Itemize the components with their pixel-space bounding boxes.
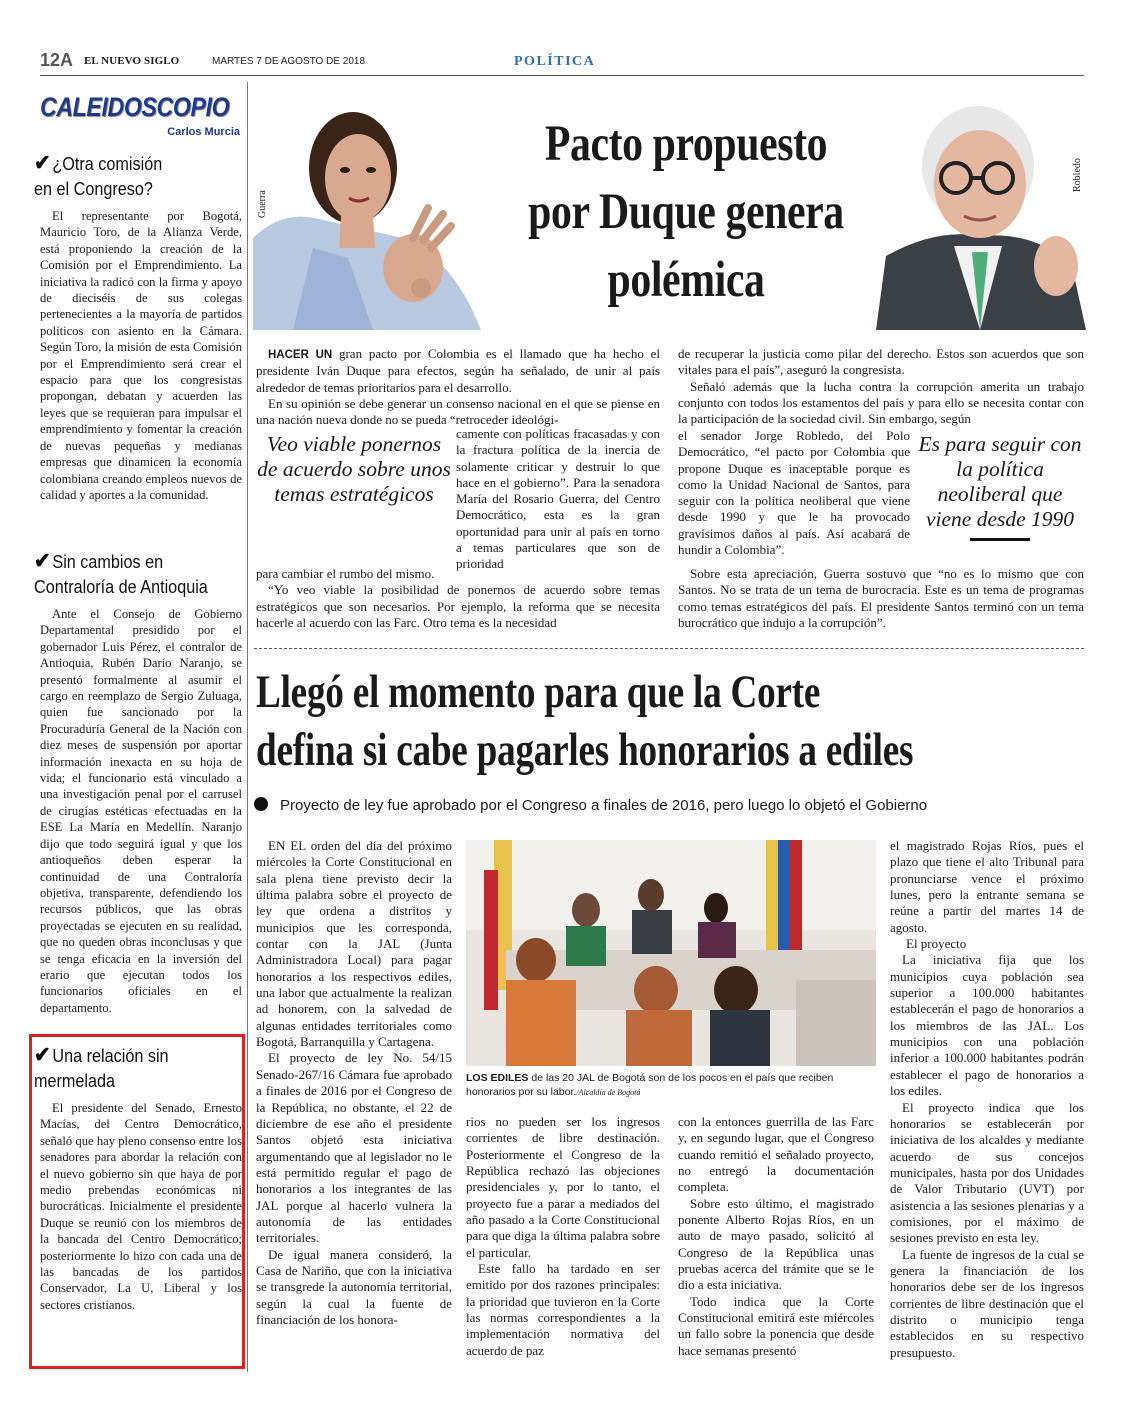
headline-line: por Duque genera [528, 184, 844, 240]
paragraph: Todo indica que la Corte Constitucional emitirá este miércoles un fallo sobre la ponencia que desde hace semanas presentó [678, 1293, 874, 1358]
checkmark-icon: ✔ [34, 548, 51, 573]
newspaper-name: EL NUEVO SIGLO [84, 55, 180, 67]
article-text [456, 426, 660, 573]
guerra-photo [253, 88, 481, 330]
article-text [890, 838, 1084, 1361]
headline-corte [256, 664, 1086, 780]
headline-line: Pacto propuesto [544, 116, 828, 172]
article-separator [254, 648, 1084, 649]
pull-quote-text: Veo viable ponernos de acuerdo sobre unos temas estratégicos [257, 432, 451, 506]
photo-credit: /Alcaldía de Bogotá [576, 1088, 641, 1097]
paragraph: con la entonces guerrilla de las Farc y, en segundo lugar, que el Congreso cuando remitió el señalado proyecto, no entregó la documentación completa. [678, 1114, 874, 1195]
article-text [678, 566, 1084, 631]
column-item-body: Ante el Consejo de Gobierno Departamental presidido por el gobernador Luis Pérez, el contralor de Antioquia, Rubén Darío Naranjo, se presentó formalmente al asumir el cargo en reemplazo de Sergio Zuluaga, quien fue sancionado por la Procuraduría General de la Nación con diez meses de suspensión por aportar información inexacta en su hoja de vida; el funcionario está vinculado a una investigación penal por el carrusel de cirugías estéticas efectuadas en la ESE La María en Medellín. Naranjo dijo que todo seguirá igual y que los antioqueños deben esperar la continuidad de una Contraloría objetiva, transparente, defendiendo los recursos públicos, que las obras proyectadas se ejecuten en su realidad, que no queden obras inconclusas y que se tenga eficacia en la inversión del erario que ejecutan todos los funcionarios oficiales en el departamento. [40, 607, 242, 1015]
column-divider [247, 82, 248, 1372]
column-item-body: El representante por Bogotá, Mauricio Toro, de la Alianza Verde, está proponiendo la creación de la Comisión por el Emprendimiento. La iniciativa la radicó con la firma y apoyo de dieciséis de sus colegas pertenecientes a la mayoría de partidos políticos con asiento en la Cámara. Según Toro, la misión de esta Comisión por el Emprendimiento será crear el espacio para que los congresistas propongan, debatan y acuerden las leyes que se requieran para impulsar el emprendimiento y fomentar la creación de nuevas pequeñas y medianas empresas que dinamicen la economía colombiana creando empleos nuevos de calidad y aportes a la comunidad. [40, 209, 242, 502]
column-item-body: El presidente del Senado, Ernesto Macías, del Centro Democrático, señaló que hay pleno consenso entre los senadores para abordar la relación con el nuevo gobierno sin que haya de por medio prebendas económicas ni burocráticas. Inicialmente el presidente Duque se reunió con los miembros de la bancada del Centro Democrático; posteriormente lo hizo con cada una de las bancadas de los partidos Conservador, La U, Liberal y los sectores cristianos. [40, 1101, 242, 1312]
column-item-heading: ✔¿Otra comisión [34, 150, 163, 175]
article-text [678, 428, 910, 558]
paragraph: De igual manera consideró, la Casa de Nariño, que con la iniciativa se transgrede la autonomía territorial, según la cual la fuente de financiación de los honora- [256, 1246, 452, 1327]
article-text [678, 346, 1084, 427]
lead-in: HACER UN [268, 349, 333, 361]
pull-quote-rule [970, 538, 1030, 541]
robledo-photo [876, 96, 1086, 330]
column-item-heading: ✔Sin cambios en [34, 548, 164, 573]
headline-line: defina si cabe pagarles honorarios a ediles [256, 725, 914, 776]
column-logo: CALEIDOSCOPIO [40, 92, 230, 122]
column-item [34, 548, 242, 1016]
photo-caption-guerra: Guerra [257, 190, 268, 218]
section-label: POLÍTICA [514, 54, 596, 69]
paragraph: de recuperar la justicia como pilar del derecho. Estos son acuerdos que son vitales para el país”, aseguró la congresista. [678, 346, 1084, 378]
caleidoscopio-column [34, 88, 242, 138]
column-item [34, 150, 242, 503]
ediles-photo [466, 840, 876, 1066]
paragraph: Sobre esta apreciación, Guerra sostuvo que “no es lo mismo que con Santos. No se trata de un tema de burocracia. Este es un tema de programas como temas estratégicos del país. El presidente Santos terminó con un tema burocrático que indujo a la corrupción”. [678, 566, 1084, 630]
paragraph: HACER UN gran pacto por Colombia es el llamado que ha hecho el presidente Iván Duque para efectos, según ha señalado, de unir al país alrededor de temas prioritarios para el desarrollo. [256, 346, 661, 395]
checkmark-icon: ✔ [34, 150, 51, 175]
column-item-heading: Contraloría de Antioquia [34, 577, 208, 597]
pull-quote-left [256, 432, 452, 507]
article-text [678, 1114, 874, 1359]
headline-pacto [474, 110, 898, 314]
paragraph: La fuente de ingresos de la cual se genera la financiación de los honorarios debe ser de los ingresos corrientes de libre destinación que el distrito o municipio tenga establecidos en su respectivo presupuesto. [890, 1246, 1084, 1360]
page-number: 12A [40, 50, 74, 70]
issue-date: MARTES 7 DE AGOSTO DE 2018 [212, 56, 366, 67]
paragraph: El proyecto de ley No. 54/15 Senado-267/16 Cámara fue aprobado a finales de 2016 por el Congreso de la República, no obstante, el 22 de diciembre de ese año el presidente Santos objetó esta iniciativa argumentando que al legislador no le está permitido regular el pago de honorarios a los integrantes de las JAL porque al hacerlo vulnera la autonomía de las entidades territoriales. [256, 1050, 452, 1246]
photo-caption-robledo: Robledo [1072, 158, 1083, 192]
paragraph: Señaló además que la lucha contra la corrupción amerita un trabajo conjunto con todos los estamentos del país y para ello se necesita contar con la participación de la sociedad civil. Sin embargo, según [678, 378, 1084, 427]
paragraph: rios no pueden ser los ingresos corrientes de libre destinación. Posteriormente el Congreso de la República rechazó las objeciones presidenciales y, por lo tanto, el proyecto fue a parar a mediados del año pasado a la Corte Constitucional para que diga la última palabra sobre el particular. [466, 1114, 660, 1260]
paragraph: El proyecto indica que los honorarios se establecerán por iniciativa de los alcaldes y mediante acuerdo de sus concejos municipales, hasta por dos Unidades de Valor Tributario (UVT) por asistencia a las sesiones plenarias y a comisiones, por el máximo de sesiones previsto en esta ley. [890, 1099, 1084, 1246]
pull-quote-text: Es para seguir con la política neoliberal que viene desde 1990 [918, 432, 1082, 531]
pull-quote-right [916, 432, 1084, 541]
paragraph: el magistrado Rojas Ríos, pues el plazo que tiene el alto Tribunal para pronunciarse vence el próximo lunes, pero la entrante semana se reúne a partir del martes 14 de agosto. [890, 838, 1084, 935]
article-text [466, 1114, 660, 1359]
paragraph: En su opinión se debe generar un consenso nacional en el que se piense en una nación nueva donde no se pueda “retroceder ideológi- [256, 395, 660, 428]
column-author: Carlos Murcia [167, 126, 240, 138]
paragraph: EN EL orden del día del próximo miércoles la Corte Constitucional en sala plena tiene previsto decir la última palabra sobre el proyecto de ley que ordena a distritos y municipios que les corresponda, contar con la JAL (Junta Administradora Local) para pagar honorarios a los respectivos ediles, una labor que actualmente la realizan ad honorem, con la salvedad de algunas entidades territoriales como Bogotá, Barranquilla y Cartagena. [256, 838, 452, 1050]
bullet-icon [254, 797, 268, 811]
paragraph: “Yo veo viable la posibilidad de ponernos de acuerdo sobre temas estratégicos que son necesarios. Por ejemplo, la reforma que se necesita hacerle al acuerdo con las Farc. Otro tema es la necesidad [256, 582, 660, 630]
headline-line: Llegó el momento para que la Corte [256, 667, 821, 718]
subheading: El proyecto [906, 936, 967, 952]
column-item-heading: ✔Una relación sin [34, 1042, 169, 1067]
paragraph: Sobre esto último, el magistrado ponente Alberto Rojas Ríos, en un auto de mayo pasado, solicitó al Congreso de la República unas pruebas acerca del trámite que se le dio a esta iniciativa. [678, 1195, 874, 1293]
article-text [256, 566, 660, 631]
paragraph: el senador Jorge Robledo, del Polo Democrático, “el pacto por Colombia que propone Duque es inaceptable porque es como la Unidad Nacional de Santos, para seguir con la política neoliberal que viene desde 1990 y que le ha provocado gravísimos daños al país. Así acabará de hundir a Colombia”. [678, 428, 910, 558]
paragraph: Este fallo ha tardado en ser emitido por dos razones principales: la prioridad que tuvieron en la Corte las normas correspondientes a la implementación normativa del acuerdo de paz [466, 1261, 660, 1358]
photo-caption: LOS EDILES de las 20 JAL de Bogotá son de los pocos en el país que reciben honorarios por su labor./Alcaldía de Bogotá [466, 1072, 834, 1098]
paragraph: camente con políticas fracasadas y con la fractura política de la inercia de solamente criticar y destruir lo que hace en el gobierno”. Para la senadora María del Rosario Guerra, del Centro Democrático, esta es la gran oportunidad para unir al país en torno a temas particulares que son de prioridad [456, 426, 660, 572]
page-header [40, 50, 1084, 76]
paragraph: para cambiar el rumbo del mismo. [256, 566, 435, 581]
article-subhead: Proyecto de ley fue aprobado por el Congreso a finales de 2016, pero luego lo objetó el Gobierno [254, 796, 1084, 816]
column-item-heading: en el Congreso? [34, 179, 153, 199]
photo-caption-lead: LOS EDILES [466, 1072, 529, 1084]
article-text [256, 346, 660, 428]
paragraph: La iniciativa fija que los municipios cuya población sea superior a 100.000 habitantes establecerán el pago de honorarios a los miembros de las JAL. Los municipios con una población inferior a 100.000 habitantes podrán establecer el pago de honorarios a los ediles. [890, 952, 1084, 1099]
checkmark-icon: ✔ [34, 1042, 51, 1067]
column-item-heading: mermelada [34, 1071, 116, 1091]
highlight-box [29, 1034, 245, 1369]
headline-line: polémica [607, 252, 765, 308]
article-text [256, 838, 452, 1328]
